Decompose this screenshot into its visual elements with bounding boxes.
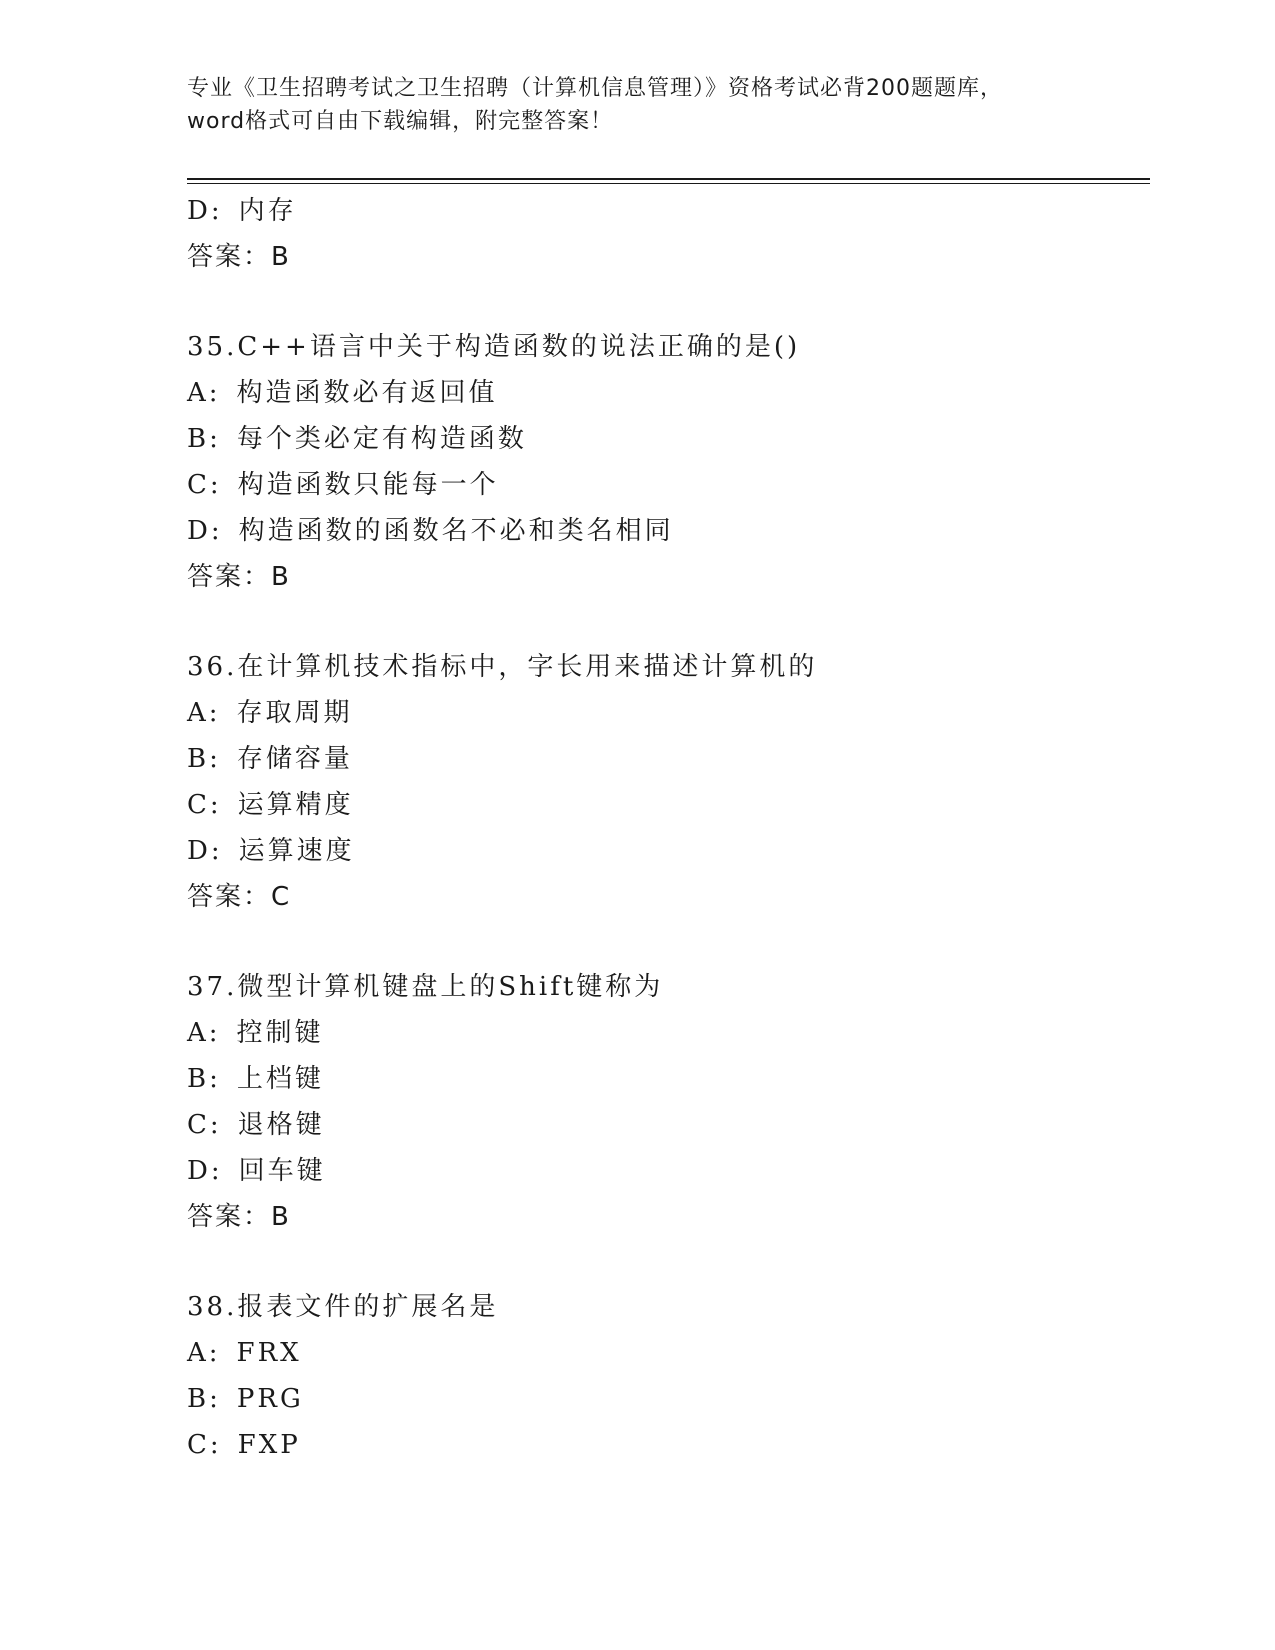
option-c bbox=[187, 782, 1147, 828]
question-text: 35.C++语言中关于构造函数的说法正确的是() bbox=[187, 332, 801, 362]
option-label: A: bbox=[187, 698, 221, 728]
document-body bbox=[187, 188, 1147, 1512]
question-37 bbox=[187, 964, 1147, 1240]
question-38 bbox=[187, 1284, 1147, 1468]
option-text: 存储容量 bbox=[236, 744, 353, 774]
option-text: FXP bbox=[237, 1430, 301, 1460]
option-label: B: bbox=[187, 744, 221, 774]
option-text: 构造函数的函数名不必和类名相同 bbox=[238, 516, 674, 546]
option-label: D: bbox=[187, 836, 223, 866]
option-a bbox=[187, 1330, 1147, 1376]
option-text: 存取周期 bbox=[236, 698, 353, 728]
option-d bbox=[187, 1148, 1147, 1194]
question-34-fragment bbox=[187, 188, 1147, 280]
answer: 答案：B bbox=[187, 562, 291, 592]
option-text: 运算速度 bbox=[238, 836, 355, 866]
answer: 答案：C bbox=[187, 882, 292, 912]
option-text: 内存 bbox=[238, 196, 297, 226]
header-line-1: 专业《卫生招聘考试之卫生招聘（计算机信息管理）》资格考试必背200题题库， bbox=[187, 76, 1003, 101]
option-label: C: bbox=[187, 790, 222, 820]
option-label: C: bbox=[187, 1110, 222, 1140]
option-b bbox=[187, 1376, 1147, 1422]
option-text: PRG bbox=[236, 1384, 304, 1414]
header-divider-thick bbox=[187, 178, 1150, 180]
document-header bbox=[187, 72, 1087, 138]
option-b bbox=[187, 416, 1147, 462]
question-36 bbox=[187, 644, 1147, 920]
option-label: A: bbox=[187, 378, 221, 408]
header-divider-thin bbox=[187, 183, 1150, 184]
option-text: 运算精度 bbox=[237, 790, 354, 820]
option-label: C: bbox=[187, 1430, 222, 1460]
option-label: D: bbox=[187, 196, 223, 226]
option-text: 构造函数必有返回值 bbox=[236, 378, 498, 408]
option-label: A: bbox=[187, 1018, 221, 1048]
option-label: A: bbox=[187, 1338, 221, 1368]
answer: 答案：B bbox=[187, 1202, 291, 1232]
option-c bbox=[187, 1102, 1147, 1148]
option-text: 控制键 bbox=[236, 1018, 324, 1048]
header-line-2: word格式可自由下载编辑，附完整答案！ bbox=[187, 109, 614, 134]
option-label: D: bbox=[187, 1156, 223, 1186]
question-text: 37.微型计算机键盘上的Shift键称为 bbox=[187, 972, 664, 1002]
question-text: 38.报表文件的扩展名是 bbox=[187, 1292, 499, 1322]
option-text: 回车键 bbox=[238, 1156, 326, 1186]
answer: 答案：B bbox=[187, 242, 291, 272]
option-b bbox=[187, 1056, 1147, 1102]
option-label: B: bbox=[187, 424, 221, 454]
option-d bbox=[187, 188, 1147, 234]
option-label: C: bbox=[187, 470, 222, 500]
option-label: D: bbox=[187, 516, 223, 546]
question-text: 36.在计算机技术指标中，字长用来描述计算机的 bbox=[187, 652, 818, 682]
option-a bbox=[187, 370, 1147, 416]
option-c bbox=[187, 1422, 1147, 1468]
option-a bbox=[187, 690, 1147, 736]
option-b bbox=[187, 736, 1147, 782]
option-text: 上档键 bbox=[236, 1064, 324, 1094]
option-d bbox=[187, 828, 1147, 874]
option-d bbox=[187, 508, 1147, 554]
option-label: B: bbox=[187, 1064, 221, 1094]
option-c bbox=[187, 462, 1147, 508]
question-35 bbox=[187, 324, 1147, 600]
option-text: FRX bbox=[236, 1338, 302, 1368]
option-label: B: bbox=[187, 1384, 221, 1414]
option-text: 每个类必定有构造函数 bbox=[236, 424, 527, 454]
option-a bbox=[187, 1010, 1147, 1056]
option-text: 构造函数只能每一个 bbox=[237, 470, 499, 500]
option-text: 退格键 bbox=[237, 1110, 325, 1140]
